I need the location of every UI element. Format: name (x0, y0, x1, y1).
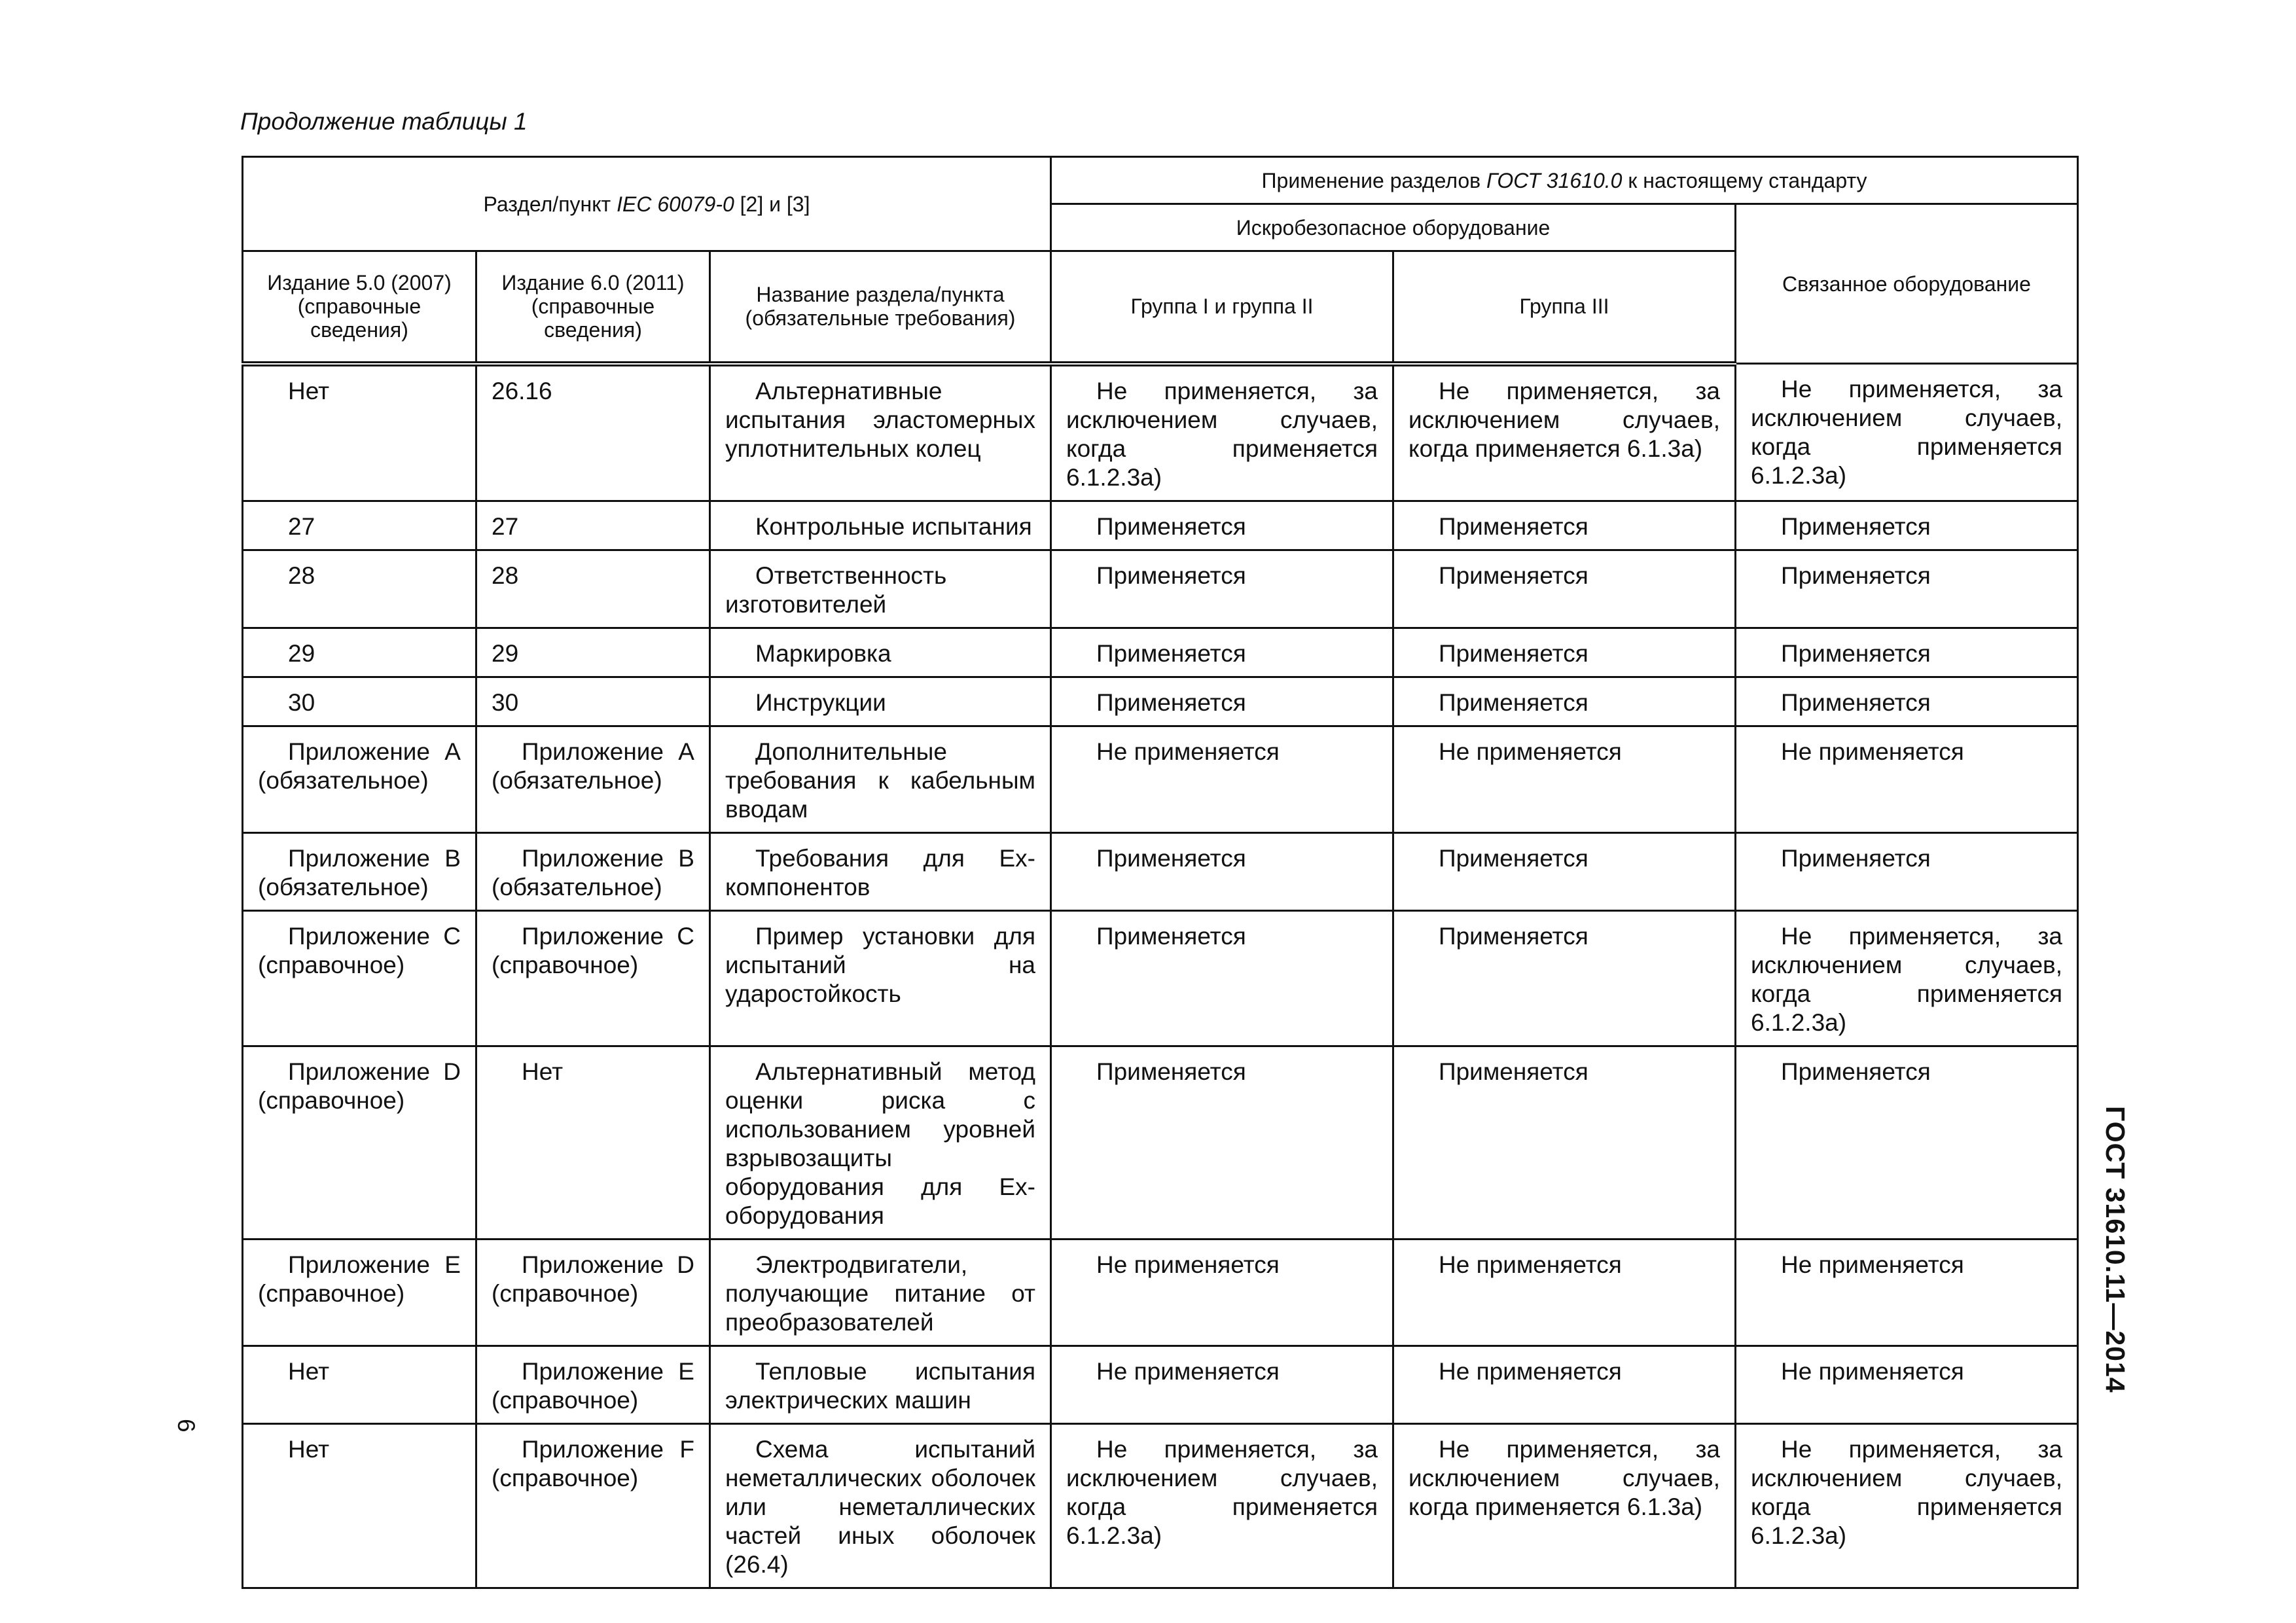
table-row (243, 1239, 2078, 1346)
cell-edition-5: Приложение С (справочное) (243, 910, 476, 1046)
cell-section-name: Маркировка (710, 628, 1051, 677)
cell-associated: Не применяется, за исключением случаев, когда применяется 6.1.2.3а) (1736, 1423, 2078, 1588)
cell-group-1-2: Применяется (1051, 628, 1393, 677)
cell-associated: Применяется (1736, 677, 2078, 726)
cell-edition-6: Нет (476, 1046, 710, 1239)
cell-group-1-2: Не применяется, за исключением случаев, когда применяется 6.1.2.3а) (1051, 364, 1393, 501)
header-section-name: Название раздела/пункта (обязательные требования) (710, 251, 1051, 364)
cell-associated: Не применяется (1736, 1239, 2078, 1346)
header-group-1-2: Группа I и группа II (1051, 251, 1393, 364)
cell-section-name: Инструкции (710, 677, 1051, 726)
cell-group-1-2: Применяется (1051, 677, 1393, 726)
cell-associated: Применяется (1736, 550, 2078, 628)
table-row (243, 677, 2078, 726)
cell-associated: Не применяется, за исключением случаев, когда применяется 6.1.2.3а) (1736, 910, 2078, 1046)
cell-associated: Применяется (1736, 1046, 2078, 1239)
cell-edition-5: 29 (243, 628, 476, 677)
cell-edition-5: Приложение В (обязательное) (243, 832, 476, 910)
cell-section-name: Ответственность изготовителей (710, 550, 1051, 628)
standards-table (242, 156, 2079, 1589)
cell-group-3: Не применяется (1393, 1239, 1736, 1346)
cell-group-3: Применяется (1393, 550, 1736, 628)
table-row (243, 1423, 2078, 1588)
cell-section-name: Электродвигатели, получающие питание от преобразователей (710, 1239, 1051, 1346)
cell-group-3: Не применяется, за исключением случаев, когда применяется 6.1.3а) (1393, 364, 1736, 501)
cell-edition-6: Приложение В (обязательное) (476, 832, 710, 910)
cell-associated: Применяется (1736, 832, 2078, 910)
cell-edition-6: 26.16 (476, 364, 710, 501)
cell-edition-5: Нет (243, 364, 476, 501)
cell-edition-5: 28 (243, 550, 476, 628)
cell-edition-5: 27 (243, 501, 476, 550)
cell-edition-6: 28 (476, 550, 710, 628)
cell-section-name: Пример установки для испытаний на ударостойкость (710, 910, 1051, 1046)
cell-section-name: Альтернативный метод оценки риска с использованием уровней взрывозащиты оборудования для Ex-оборудования (710, 1046, 1051, 1239)
header-associated-equipment: Связанное оборудование (1736, 204, 2078, 364)
table-row (243, 550, 2078, 628)
header-edition-5: Издание 5.0 (2007) (справочные сведения) (243, 251, 476, 364)
cell-group-3: Применяется (1393, 832, 1736, 910)
header-group-3: Группа III (1393, 251, 1736, 364)
table-row (243, 1346, 2078, 1423)
cell-associated: Не применяется (1736, 1346, 2078, 1423)
table-row (243, 628, 2078, 677)
header-intrinsic-safe-equipment: Искробезопасное оборудование (1051, 204, 1736, 251)
cell-edition-5: Нет (243, 1346, 476, 1423)
cell-edition-5: Приложение Е (справочное) (243, 1239, 476, 1346)
cell-group-3: Не применяется (1393, 1346, 1736, 1423)
cell-group-1-2: Применяется (1051, 832, 1393, 910)
header-edition-6: Издание 6.0 (2011) (справочные сведения) (476, 251, 710, 364)
table-row (243, 364, 2078, 501)
cell-group-3: Применяется (1393, 501, 1736, 550)
cell-edition-5: Приложение D (справочное) (243, 1046, 476, 1239)
cell-group-3: Применяется (1393, 628, 1736, 677)
cell-edition-6: Приложение С (справочное) (476, 910, 710, 1046)
header-application: Применение разделов ГОСТ 31610.0 к настоящему стандарту (1051, 157, 2078, 204)
table-row (243, 726, 2078, 832)
cell-group-1-2: Не применяется (1051, 1239, 1393, 1346)
document-code: ГОСТ 31610.11—2014 (2100, 1106, 2130, 1393)
cell-section-name: Дополнительные требования к кабельным вводам (710, 726, 1051, 832)
table-row (243, 1046, 2078, 1239)
table-row (243, 832, 2078, 910)
table-caption: Продолжение таблицы 1 (240, 108, 528, 135)
cell-section-name: Схема испытаний неметаллических оболочек или неметаллических частей иных оболочек (26.4) (710, 1423, 1051, 1588)
cell-group-1-2: Применяется (1051, 501, 1393, 550)
cell-associated: Не применяется, за исключением случаев, когда применяется 6.1.2.3а) (1736, 364, 2078, 501)
table-row (243, 910, 2078, 1046)
cell-section-name: Альтернативные испытания эластомерных уплотнительных колец (710, 364, 1051, 501)
cell-section-name: Требования для Ex-компонентов (710, 832, 1051, 910)
cell-group-3: Применяется (1393, 677, 1736, 726)
cell-edition-5: Нет (243, 1423, 476, 1588)
page-number: 6 (173, 1419, 200, 1433)
cell-edition-6: Приложение F (справочное) (476, 1423, 710, 1588)
cell-group-3: Применяется (1393, 1046, 1736, 1239)
cell-edition-6: 30 (476, 677, 710, 726)
cell-group-3: Не применяется, за исключением случаев, когда применяется 6.1.3а) (1393, 1423, 1736, 1588)
cell-associated: Применяется (1736, 628, 2078, 677)
cell-edition-6: Приложение D (справочное) (476, 1239, 710, 1346)
cell-group-1-2: Применяется (1051, 1046, 1393, 1239)
cell-associated: Применяется (1736, 501, 2078, 550)
table-row (243, 501, 2078, 550)
cell-section-name: Контрольные испытания (710, 501, 1051, 550)
cell-group-3: Не применяется (1393, 726, 1736, 832)
cell-edition-6: Приложение А (обязательное) (476, 726, 710, 832)
cell-edition-6: Приложение Е (справочное) (476, 1346, 710, 1423)
cell-group-1-2: Применяется (1051, 910, 1393, 1046)
cell-group-1-2: Не применяется (1051, 1346, 1393, 1423)
cell-section-name: Тепловые испытания электрических машин (710, 1346, 1051, 1423)
cell-edition-5: 30 (243, 677, 476, 726)
cell-edition-5: Приложение А (обязательное) (243, 726, 476, 832)
cell-edition-6: 29 (476, 628, 710, 677)
cell-edition-6: 27 (476, 501, 710, 550)
header-section-reference: Раздел/пункт IEC 60079-0 [2] и [3] (243, 157, 1051, 251)
cell-group-3: Применяется (1393, 910, 1736, 1046)
cell-group-1-2: Применяется (1051, 550, 1393, 628)
cell-group-1-2: Не применяется (1051, 726, 1393, 832)
cell-group-1-2: Не применяется, за исключением случаев, когда применяется 6.1.2.3а) (1051, 1423, 1393, 1588)
cell-associated: Не применяется (1736, 726, 2078, 832)
